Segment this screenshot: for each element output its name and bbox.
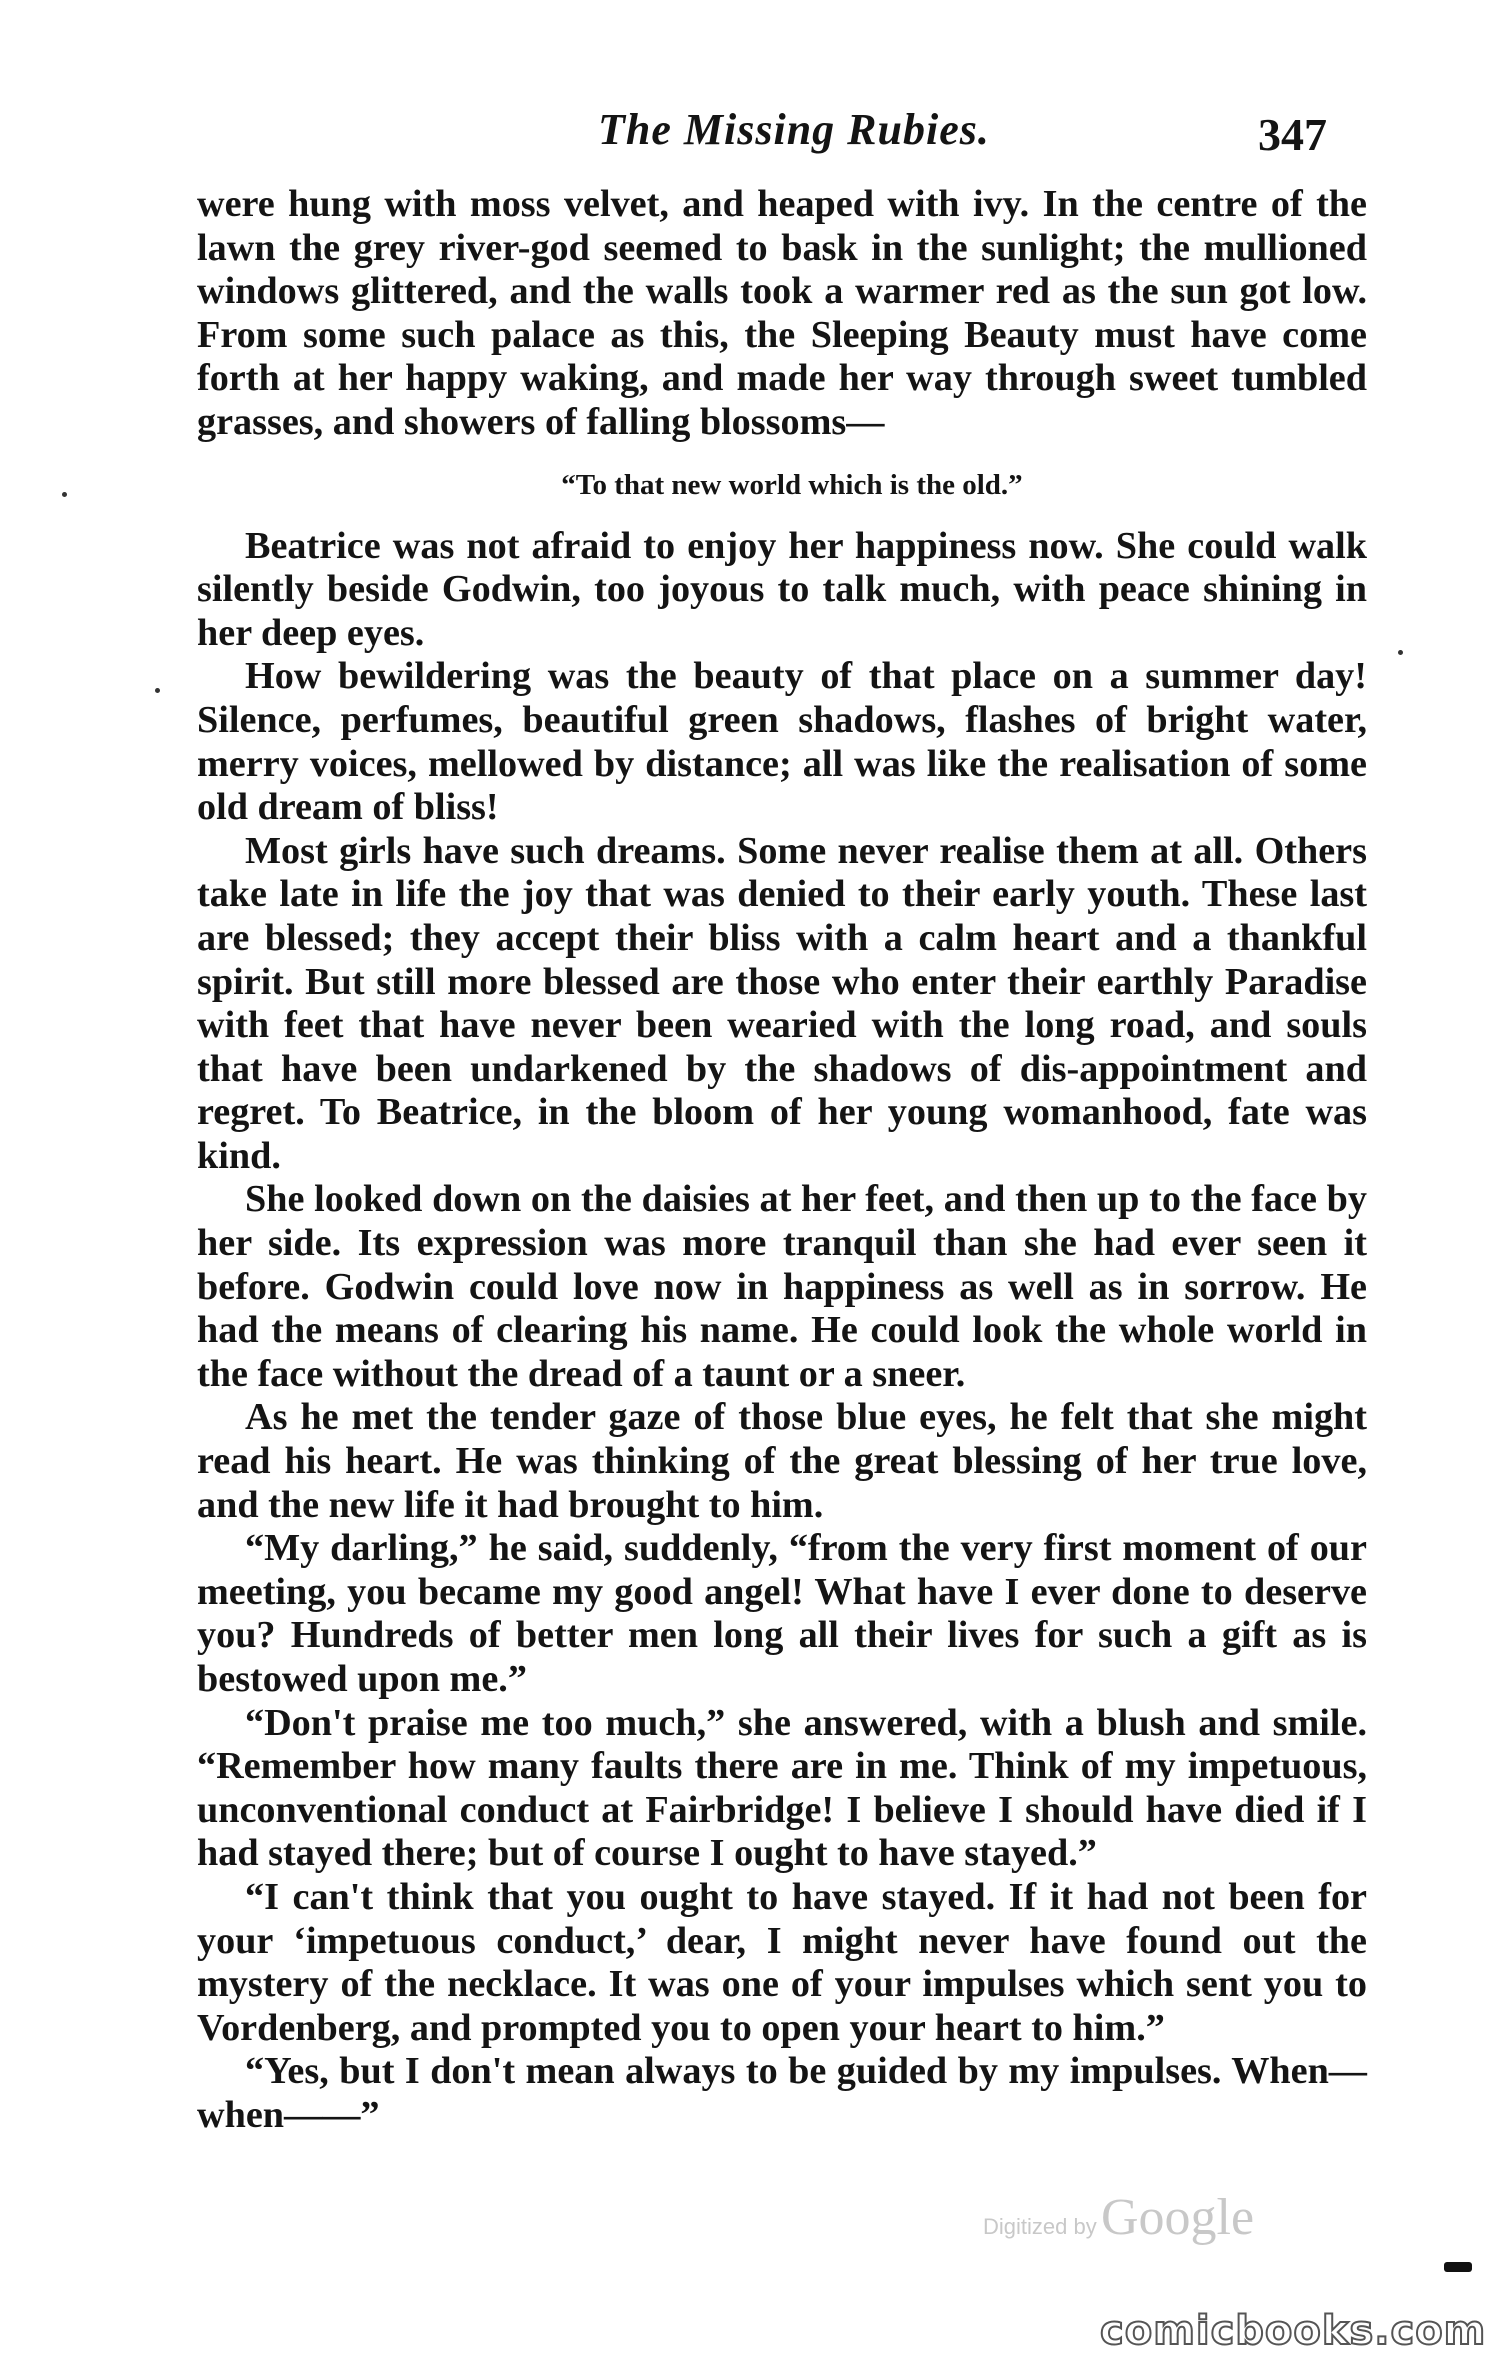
page-number: 347 [1258, 109, 1327, 160]
epigraph-quote: “To that new world which is the old.” [561, 468, 1023, 501]
scan-dash-mark [1444, 2262, 1472, 2272]
paragraph: How bewildering was the beauty of that place on a summer day! Silence, perfumes, beautiful green shadows, flashes of bright water, merry voices, mellowed by distance; all was like the realisation of some old dream of bliss! [197, 655, 1367, 829]
paragraph: She looked down on the daisies at her feet, and then up to the face by her side. Its expression was more tranquil than she had ever seen it before. Godwin could love now in happiness as well as in sorrow. He had the means of clearing his name. He could look the whole world in the face without the dread of a taunt or a sneer. [197, 1178, 1367, 1395]
paragraph: As he met the tender gaze of those blue eyes, he felt that she might read his heart. He was thinking of the great blessing of her true love, and the new life it had brought to him. [197, 1396, 1367, 1526]
paragraph: “Yes, but I don't mean always to be guided by my impulses. When—when——” [197, 2050, 1367, 2136]
scan-speck [1398, 650, 1403, 655]
scan-speck [62, 492, 67, 497]
watermark: comicbooks.com [1100, 2308, 1487, 2354]
body-text [197, 183, 1367, 2138]
paragraph-continuation: were hung with moss velvet, and heaped with ivy. In the centre of the lawn the grey river-god seemed to bask in the sunlight; the mullioned windows glittered, and the walls took a warmer red as the sun got low. From some such palace as this, the Sleeping Beauty must have come forth at her happy waking, and made her way through sweet tumbled grasses, and showers of falling blossoms— [197, 183, 1367, 443]
digitized-by-google-mark [983, 2188, 1303, 2248]
running-title: The Missing Rubies. [598, 105, 990, 154]
paragraph: “Don't praise me too much,” she answered, with a blush and smile. “Remember how many faults there are in me. Think of my impetuous, unconventional conduct at Fairbridge! I believe I should have died if I had stayed there; but of course I ought to have stayed.” [197, 1701, 1367, 1875]
google-logo-text: Google [1101, 2189, 1255, 2246]
paragraph: Most girls have such dreams. Some never realise them at all. Others take late in life the joy that was denied to their early youth. These last are blessed; they accept their bliss with a calm heart and a thankful spirit. But still more blessed are those who enter their earthly Paradise with feet that have never been wearied with the long road, and souls that have been undarkened by the shadows of dis-appointment and regret. To Beatrice, in the bloom of her young womanhood, fate was kind. [197, 829, 1367, 1177]
running-head [0, 104, 1500, 174]
scan-speck [155, 688, 160, 693]
paragraph: “My darling,” he said, suddenly, “from the very first moment of our meeting, you became my good angel! What have I ever done to deserve you? Hundreds of better men long all their lives for such a gift as is bestowed upon me.” [197, 1527, 1367, 1700]
digitized-by-label: Digitized by [983, 2214, 1097, 2239]
paragraph: Beatrice was not afraid to enjoy her happiness now. She could walk silently beside Godwin, too joyous to talk much, with peace shining in her deep eyes. [197, 524, 1367, 654]
paragraph: “I can't think that you ought to have stayed. If it had not been for your ‘impetuous conduct,’ dear, I might never have found out the mystery of the necklace. It was one of your impulses which sent you to Vordenberg, and prompted you to open your heart to him.” [197, 1875, 1367, 2049]
